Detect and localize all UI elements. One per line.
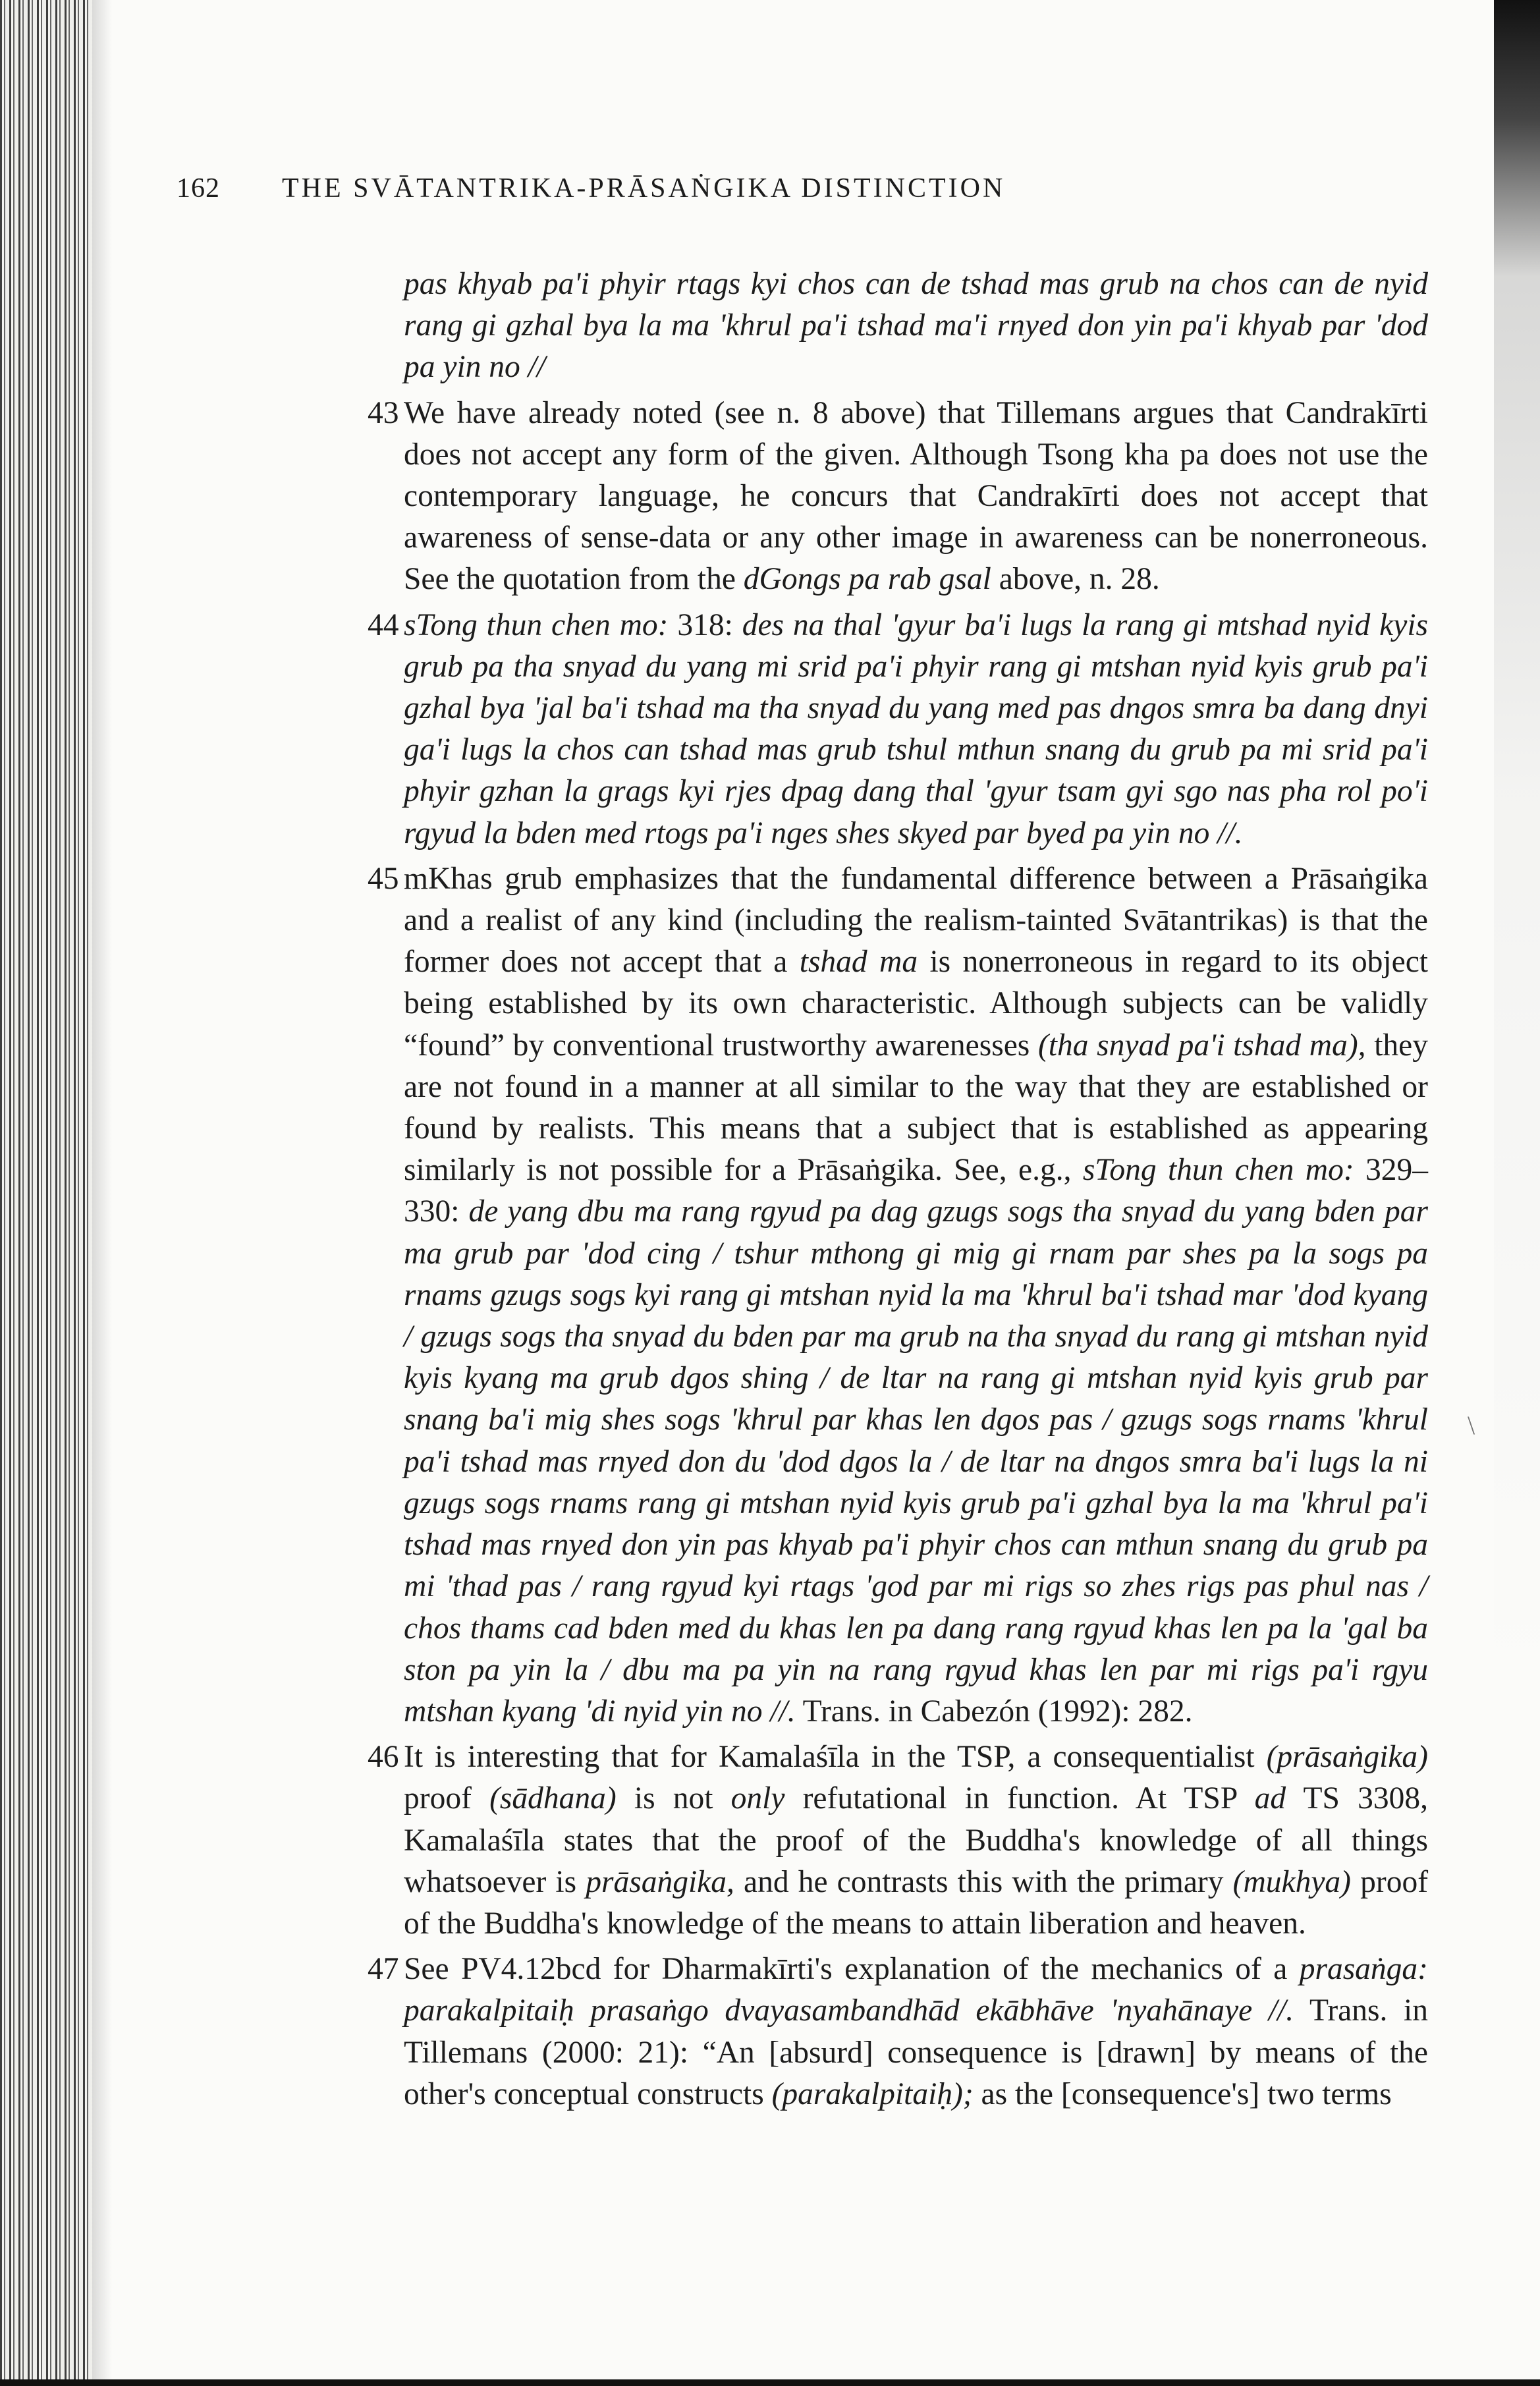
bottom-edge xyxy=(0,2379,1540,2386)
footnote-text xyxy=(404,1949,1428,2115)
footnote-number: 47 xyxy=(368,1952,399,1987)
footnote-number: 43 xyxy=(368,395,399,430)
text-run: See PV4.12bcd for Dharmakīrti's explanation of the mechanics of a xyxy=(404,1952,1300,1987)
term-italic: prāsaṅgika, xyxy=(586,1864,734,1899)
footnote-43 xyxy=(198,393,1428,601)
term-italic: (sādhana) xyxy=(489,1781,617,1816)
text-run: proof of the Buddha's knowledge of the means to attain liberation and heaven. xyxy=(404,1864,1429,1941)
gutter-shadow xyxy=(92,0,112,2386)
footnote-46 xyxy=(198,1736,1428,1945)
text-run: We have already noted (see n. 8 above) that Tillemans argues that Candrakīrti does not accept any form of the given. Although Tsong kha pa does not use the contemporary language, he concurs that Candrakīrti does not accept that awareness of sense-data or any other image in awareness can be nonerroneous. See the quotation from the xyxy=(404,395,1428,597)
footnote-number: 44 xyxy=(368,607,399,642)
footnote-number: 45 xyxy=(368,861,399,896)
text-run: and he contrasts this with the primary xyxy=(734,1864,1233,1899)
footnote-text xyxy=(404,605,1428,854)
text-run: TS 3308, Kamalaśīla states that the proof of the Buddha's knowledge of all things whatsoever is xyxy=(404,1781,1428,1899)
note-continuation xyxy=(198,264,1428,389)
footnote-44 xyxy=(198,605,1428,854)
term-italic: tshad ma xyxy=(799,945,918,980)
text-run: proof xyxy=(404,1781,490,1816)
running-title: THE SVĀTANTRIKA-PRĀSAṄGIKA DISTINCTION xyxy=(282,173,1006,204)
text-run: as the [consequence's] two terms xyxy=(973,2076,1392,2111)
scan-gutter xyxy=(0,0,92,2386)
term-italic: (tha snyad pa'i tshad ma), xyxy=(1037,1028,1366,1063)
footnote-number: 46 xyxy=(368,1740,399,1775)
footnote-text xyxy=(404,393,1428,601)
page-number: 162 xyxy=(177,173,220,204)
footnotes-body xyxy=(198,264,1428,2115)
term-italic: only xyxy=(730,1781,785,1816)
margin-mark: \ xyxy=(1468,1410,1475,1440)
text-run: Trans. in Tillemans (2000: 21): “An [absurd] consequence is [drawn] by means of the other's conceptual constructs xyxy=(404,1993,1428,2111)
term-italic: (parakalpitaiḥ); xyxy=(771,2076,974,2111)
footnote-text xyxy=(404,1736,1428,1945)
term-italic: (mukhya) xyxy=(1232,1864,1351,1899)
page-edge-shadow xyxy=(1494,0,1540,1976)
text-run: 329–330: xyxy=(404,1153,1429,1229)
footnote-45 xyxy=(198,858,1428,1733)
term-italic: ad xyxy=(1254,1781,1286,1816)
title-italic: dGongs pa rab gsal xyxy=(743,562,991,597)
footnote-47 xyxy=(198,1949,1428,2115)
text-run: Trans. in Cabezón (1992): 282. xyxy=(795,1694,1193,1729)
tibetan-quote: de yang dbu ma rang rgyud pa dag gzugs sogs tha snyad du yang bden par ma grub par 'dod cing / tshur mthong gi mig gi rnam par shes pa la sogs pa rnams gzugs sogs kyi rang gi mtshan nyid la ma 'khrul ba'i tshad mar 'dod kyang / gzugs sogs tha snyad du bden par ma grub na tha snyad du rang gi mtshan nyid kyis kyang ma grub dgos shing / de ltar na rang gi mtshan nyid kyis grub par snang ba'i mig shes sogs 'khrul par khas len dgos pas / gzugs sogs rnams 'khrul pa'i tshad mas rnyed don du 'dod dgos la / de ltar na dngos smra ba'i lugs la ni gzugs sogs rnams rang gi mtshan nyid kyis grub pa'i gzhal bya la ma 'khrul pa'i tshad mas rnyed don yin pas khyab pa'i phyir chos can mthun snang du grub pa mi 'thad pas / rang rgyud kyi rtags 'god par mi rigs so zhes rigs pas phul nas / chos thams cad bden med du khas len pa dang rang rgyud khas len pa la 'gal ba ston pa yin la / dbu ma pa yin na rang rgyud khas len par mi rigs pa'i rgyu mtshan kyang 'di nyid yin no //. xyxy=(404,1194,1428,1729)
sanskrit-quote: prasaṅga: parakalpitaiḥ prasaṅgo dvayasambandhād ekābhāve 'nyahānaye //. xyxy=(404,1952,1428,2028)
footnote-text xyxy=(404,858,1428,1733)
running-header xyxy=(177,173,1428,204)
tibetan-quote: des na thal 'gyur ba'i lugs la rang gi mtshad nyid kyis grub pa tha snyad du yang mi srid pa'i phyir rang gi mtshan nyid kyis grub pa'i gzhal bya 'jal ba'i tshad ma tha snyad du yang med pas dngos smra ba dang dnyi ga'i lugs la chos can tshad mas grub tshul mthun snang du grub pa mi srid pa'i phyir gzhan la grags kyi rjes dpag dang thal 'gyur tsam gyi sgo nas pha rol po'i rgyud la bden med rtogs pa'i nges shes skyed par byed pa yin no //. xyxy=(404,607,1429,850)
title-italic: sTong thun chen mo: xyxy=(1082,1153,1354,1188)
text-run: It is interesting that for Kamalaśīla in the TSP, a consequentialist xyxy=(404,1740,1267,1775)
text-run: is nonerroneous in regard to its object being established by its own characteristic. Although subjects can be validly “found” by conventional trustworthy awarenesses xyxy=(404,945,1428,1063)
text-run: is not xyxy=(616,1781,731,1816)
text-run: 318: xyxy=(668,607,742,642)
text-run: above, n. 28. xyxy=(991,562,1160,597)
text-run: refutational in function. At TSP xyxy=(784,1781,1255,1816)
text-run: they are not found in a manner at all similar to the way that they are established or found by realists. This means that a subject that is established as appearing similarly is not possible for a Prāsaṅgika. See, e.g., xyxy=(404,1028,1429,1188)
tibetan-quote: pas khyab pa'i phyir rtags kyi chos can de tshad mas grub na chos can de nyid rang gi gzhal bya la ma 'khrul pa'i tshad ma'i rnyed don yin pa'i khyab par 'dod pa yin no // xyxy=(404,267,1428,385)
title-italic: sTong thun chen mo: xyxy=(404,607,669,642)
text-run: mKhas grub emphasizes that the fundamental difference between a Prāsaṅgika and a realist of any kind (including the realism-tainted Svātantrikas) is that the former does not accept that a xyxy=(404,861,1428,980)
term-italic: (prāsaṅgika) xyxy=(1266,1740,1428,1775)
